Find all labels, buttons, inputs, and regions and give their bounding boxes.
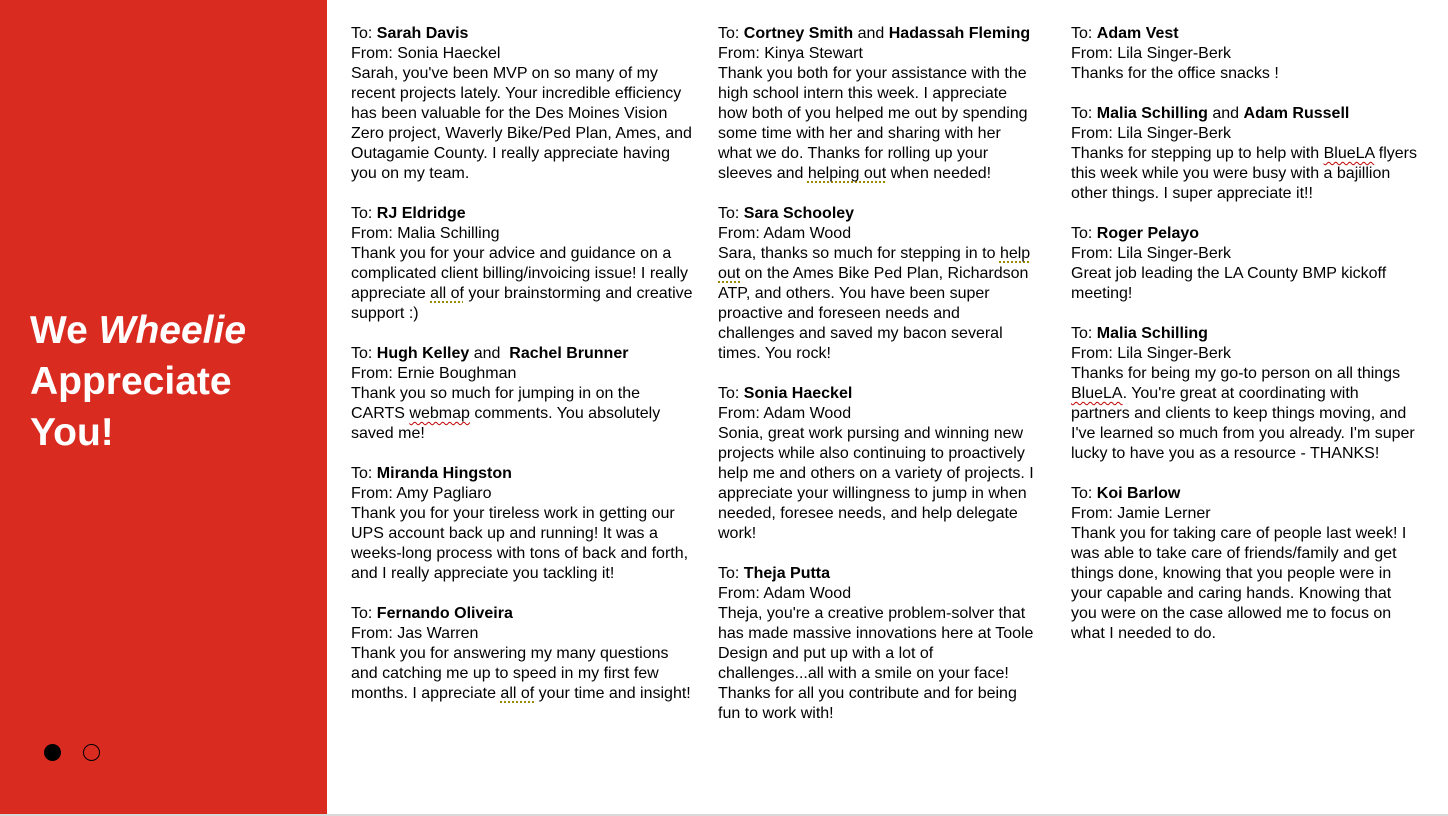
note-malia-schilling	[1071, 324, 1419, 464]
note-message: Sara, thanks so much for stepping in to help out on the Ames Bike Ped Plan, Richardson ATP, and others. You have been super proactive and foreseen needs and challenges and saved my bacon several times. You rock!	[718, 245, 1031, 362]
notes-column-3	[1071, 24, 1419, 664]
note-recipient: To: Theja Putta	[718, 565, 831, 582]
note-sender: From: Adam Wood	[718, 225, 852, 242]
notes-column-2	[718, 24, 1036, 744]
note-cortney-smith	[718, 24, 1036, 184]
note-sender: From: Malia Schilling	[351, 225, 500, 242]
note-sender: From: Lila Singer-Berk	[1071, 125, 1232, 142]
note-message: Theja, you're a creative problem-solver that has made massive innovations here at Toole Design and put up with a lot of challenges...all with a smile on your face! Thanks for all you contribute and for being fun to work with!	[718, 605, 1034, 722]
note-message: Thank you for your tireless work in getting our UPS account back up and running! It was a weeks-long process with tons of back and forth, and I really appreciate you tackling it!	[351, 505, 689, 582]
note-theja-putta	[718, 564, 1036, 724]
note-sara-schooley	[718, 204, 1036, 364]
note-malia-schilling-adam-russell	[1071, 104, 1419, 204]
note-sender: From: Sonia Haeckel	[351, 45, 501, 62]
note-recipient: To: Sara Schooley	[718, 205, 855, 222]
note-rj-eldridge	[351, 204, 696, 324]
note-sender: From: Adam Wood	[718, 585, 852, 602]
note-message: Great job leading the LA County BMP kickoff meeting!	[1071, 265, 1387, 302]
note-recipient: To: Malia Schilling and Adam Russell	[1071, 105, 1350, 122]
note-recipient: To: Miranda Hingston	[351, 465, 512, 482]
note-recipient: To: Cortney Smith and Hadassah Fleming	[718, 25, 1031, 42]
note-recipient: To: Sarah Davis	[351, 25, 469, 42]
note-message: Sonia, great work pursing and winning new projects while also continuing to proactively help me and others on a variety of projects. I appreciate your willingness to jump in when needed, foresee needs, and help delegate work!	[718, 425, 1034, 542]
note-sender: From: Ernie Boughman	[351, 365, 517, 382]
note-sender: From: Lila Singer-Berk	[1071, 345, 1232, 362]
note-sender: From: Lila Singer-Berk	[1071, 245, 1232, 262]
title-appreciate: Appreciate	[30, 360, 232, 403]
note-miranda-hingston	[351, 464, 696, 584]
note-adam-vest	[1071, 24, 1419, 84]
note-message: Thank you both for your assistance with the high school intern this week. I appreciate how both of you helped me out by spending some time with her and sharing with her what we do. Thanks for rolling up your sleeves and helping out when needed!	[718, 65, 1028, 182]
note-sonia-haeckel	[718, 384, 1036, 544]
note-recipient: To: Malia Schilling	[1071, 325, 1208, 342]
note-recipient: To: Sonia Haeckel	[718, 385, 853, 402]
title-wheelie: Wheelie	[98, 309, 247, 352]
note-sender: From: Lila Singer-Berk	[1071, 45, 1232, 62]
note-hugh-kelley	[351, 344, 696, 444]
note-recipient: To: Koi Barlow	[1071, 485, 1181, 502]
note-sarah-davis	[351, 24, 696, 184]
note-fernando-oliveira	[351, 604, 696, 704]
title-we: We	[30, 309, 88, 352]
note-message: Thank you for your advice and guidance on a complicated client billing/invoicing issue! I really appreciate all of your brainstorming and creative support :)	[351, 245, 693, 322]
note-sender: From: Adam Wood	[718, 405, 852, 422]
note-message: Thanks for the office snacks !	[1071, 65, 1279, 82]
notes-column-1	[351, 24, 696, 724]
note-message: Thanks for being my go-to person on all things BlueLA. You're great at coordinating with partners and clients to keep things moving, and I've learned so much from you already. I'm super lucky to have you as a resource - THANKS!	[1071, 365, 1415, 462]
note-recipient: To: Adam Vest	[1071, 25, 1179, 42]
page-dot-active[interactable]	[44, 744, 61, 761]
note-roger-pelayo	[1071, 224, 1419, 304]
note-recipient: To: Roger Pelayo	[1071, 225, 1200, 242]
note-koi-barlow	[1071, 484, 1419, 644]
note-message: Thank you for taking care of people last week! I was able to take care of friends/family and get things done, knowing that you people were in your capable and caring hands. Knowing that you were on the case allowed me to focus on what I needed to do.	[1071, 525, 1407, 642]
note-recipient: To: Fernando Oliveira	[351, 605, 513, 622]
page-dot-inactive[interactable]	[83, 744, 100, 761]
slide-title	[30, 305, 320, 458]
note-message: Thank you for answering my many questions and catching me up to speed in my first few months. I appreciate all of your time and insight!	[351, 645, 691, 702]
note-message: Sarah, you've been MVP on so many of my recent projects lately. Your incredible efficiency has been valuable for the Des Moines Vision Zero project, Waverly Bike/Ped Plan, Ames, and Outagamie County. I really appreciate having you on my team.	[351, 65, 692, 182]
note-sender: From: Amy Pagliaro	[351, 485, 492, 502]
note-sender: From: Jamie Lerner	[1071, 505, 1211, 522]
note-recipient: To: Hugh Kelley and Rachel Brunner	[351, 345, 629, 362]
note-message: Thank you so much for jumping in on the CARTS webmap comments. You absolutely saved me!	[351, 385, 661, 442]
title-you: You!	[30, 411, 114, 454]
note-recipient: To: RJ Eldridge	[351, 205, 466, 222]
note-sender: From: Jas Warren	[351, 625, 479, 642]
note-sender: From: Kinya Stewart	[718, 45, 863, 62]
title-panel	[0, 0, 327, 816]
note-message: Thanks for stepping up to help with BlueLA flyers this week while you were busy with a bajillion other things. I super appreciate it!!	[1071, 145, 1417, 202]
